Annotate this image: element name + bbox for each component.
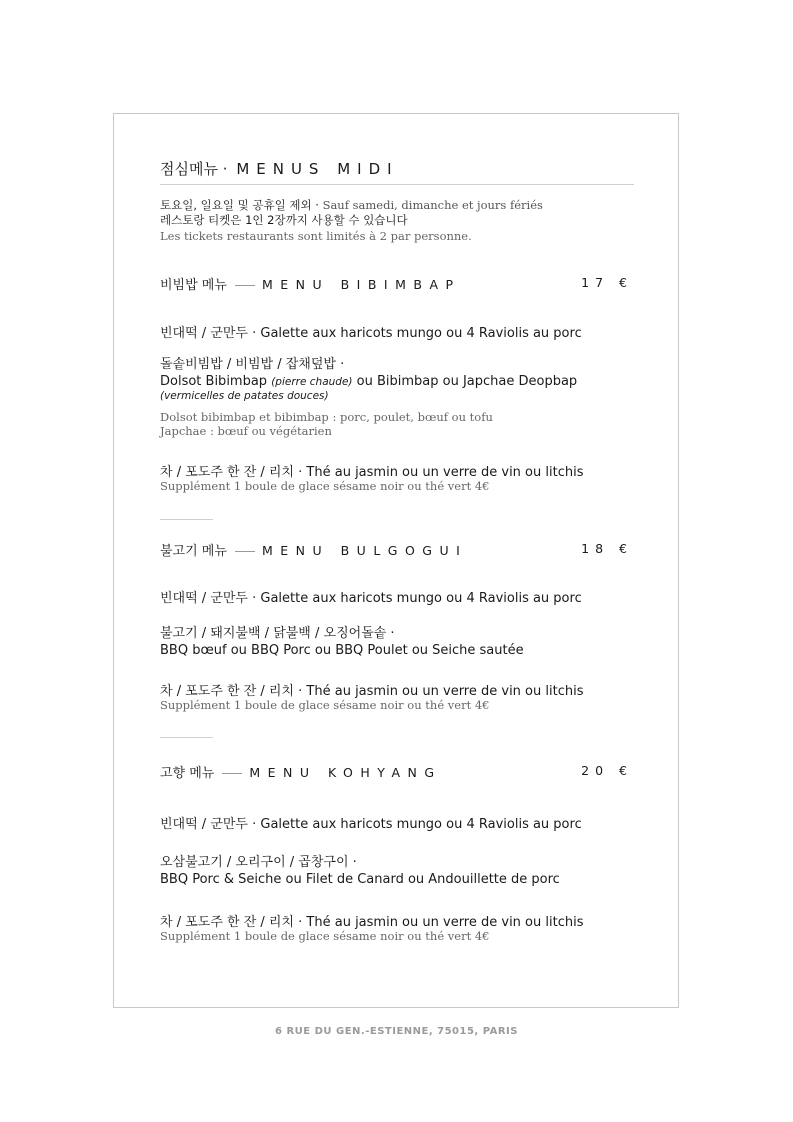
title-divider [160,184,634,185]
title-dot: · [222,160,228,178]
menu-bibimbap-supplement: Supplément 1 boule de glace sésame noir ou thé vert 4€ [160,479,490,493]
main-fr-a: Dolsot Bibimbap [160,374,268,389]
menu-kohyang-starter: 빈대떡 / 군만두 · Galette aux haricots mungo ou 4 Raviolis au porc [160,817,582,832]
section-divider [160,519,213,520]
menu-bibimbap-drink: 차 / 포도주 한 잔 / 리치 · Thé au jasmin ou un verre de vin ou litchis [160,465,584,480]
menu-bulgogui-starter: 빈대떡 / 군만두 · Galette aux haricots mungo ou 4 Raviolis au porc [160,591,582,606]
heading-dash [235,551,255,552]
menu-bulgogui-heading [160,540,467,559]
menu-name-fr: MENU KOHYANG [249,765,442,780]
menu-kohyang-price: 20 € [581,763,633,778]
menu-bulgogui-main-ko: 불고기 / 돼지불백 / 닭불백 / 오징어돌솥 · [160,626,395,641]
menu-bibimbap-note-2: Japchae : bœuf ou végétarien [160,424,332,438]
menu-bulgogui-price: 18 € [581,541,633,556]
page-title [160,158,399,179]
main-fr-b: (pierre chaude) [271,376,353,388]
title-ko: 점심메뉴 [160,160,218,178]
menu-bibimbap-main-fr [160,374,577,389]
footer-address: 6 RUE DU GEN.-ESTIENNE, 75015, PARIS [275,1026,518,1037]
menu-bulgogui-supplement: Supplément 1 boule de glace sésame noir ou thé vert 4€ [160,698,490,712]
menu-bibimbap-note-1: Dolsot bibimbap et bibimbap : porc, poulet, bœuf ou tofu [160,410,493,424]
menu-name-fr: MENU BULGOGUI [261,543,468,558]
menu-kohyang-heading [160,762,442,781]
menu-kohyang-drink: 차 / 포도주 한 잔 / 리치 · Thé au jasmin ou un verre de vin ou litchis [160,915,584,930]
menu-bibimbap-price: 17 € [581,275,633,290]
menu-kohyang-main-fr: BBQ Porc & Seiche ou Filet de Canard ou Andouillette de porc [160,872,560,887]
section-divider [160,737,213,738]
title-fr: MENUS MIDI [236,160,399,178]
menu-bibimbap-starter: 빈대떡 / 군만두 · Galette aux haricots mungo ou 4 Raviolis au porc [160,326,582,341]
menu-name-ko: 불고기 메뉴 [160,544,227,559]
menu-kohyang-main-ko: 오삼불고기 / 오리구이 / 곱창구이 · [160,855,357,870]
menu-name-ko: 고향 메뉴 [160,766,215,781]
menu-bibimbap-main-fr-note: (vermicelles de patates douces) [160,390,329,402]
menu-bibimbap-main-ko: 돌솥비빔밥 / 비빔밥 / 잡채덮밥 · [160,357,345,372]
intro-line1-fr: Sauf samedi, dimanche et jours fériés [322,198,543,212]
menu-bulgogui-main-fr: BBQ bœuf ou BBQ Porc ou BBQ Poulet ou Seiche sautée [160,643,524,658]
menu-bibimbap-heading [160,274,461,293]
intro-line1-ko: 토요일, 일요일 및 공휴일 제외 · [160,198,319,212]
intro-line-1 [160,197,543,213]
heading-dash [235,285,255,286]
menu-name-ko: 비빔밥 메뉴 [160,278,227,293]
menu-name-fr: MENU BIBIMBAP [261,277,461,292]
main-fr-c: ou Bibimbap ou Japchae Deopbap [356,374,578,389]
intro-line-2: 레스토랑 티켓은 1인 2장까지 사용할 수 있습니다 [160,213,408,227]
intro-line-3: Les tickets restaurants sont limités à 2 par personne. [160,229,472,243]
menu-bulgogui-drink: 차 / 포도주 한 잔 / 리치 · Thé au jasmin ou un verre de vin ou litchis [160,684,584,699]
heading-dash [222,773,242,774]
menu-kohyang-supplement: Supplément 1 boule de glace sésame noir ou thé vert 4€ [160,929,490,943]
